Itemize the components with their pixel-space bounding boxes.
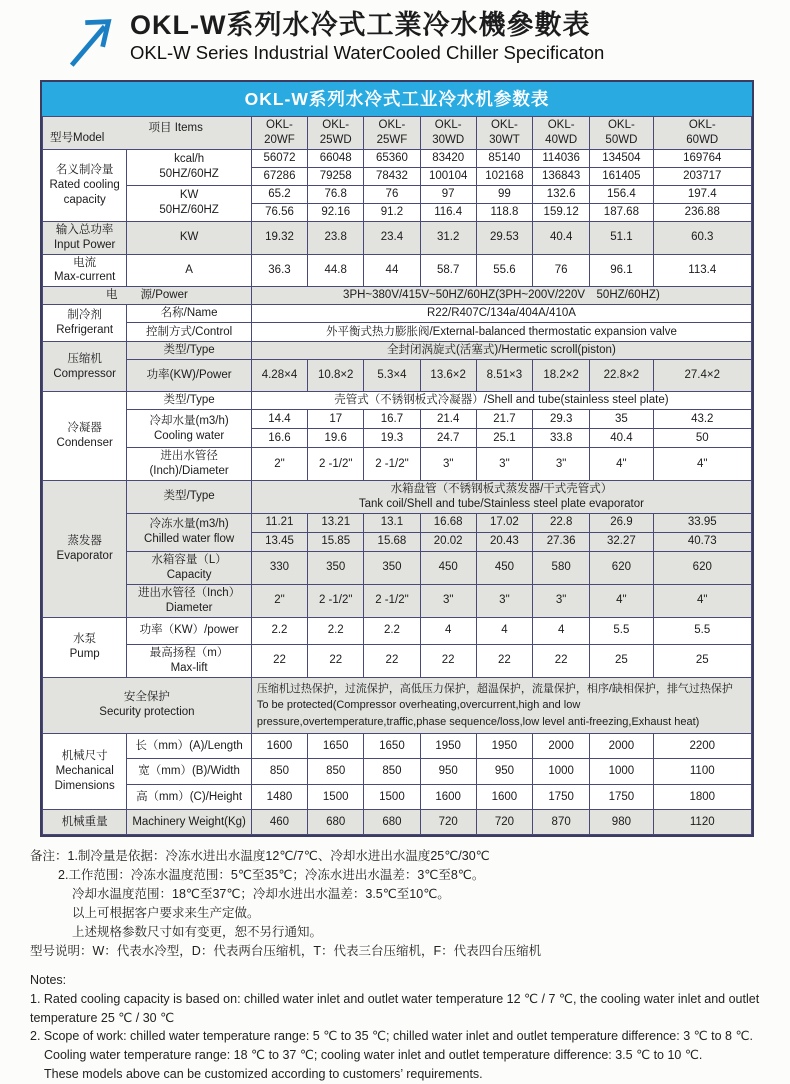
cell-value: 4" [653,584,751,617]
cell-value: 720 [476,810,532,835]
cell-value: 1000 [533,759,590,785]
note-line: 2.工作范围：冷冻水温度范围：5℃至35℃；冷冻水进出水温差：3℃至8℃。 [58,868,485,882]
cell-value: 壳管式（不锈钢板式冷凝器）/Shell and tube(stainless steel plate) [251,392,751,410]
cell-value: 1650 [308,734,364,759]
cell-value: 11.21 [251,513,307,532]
note-line: Cooling water temperature range: 18 ℃ to 37 ℃; cooling water inlet and outlet temperature difference: 3.5 ℃ to 10 ℃. [44,1048,703,1062]
table-row [43,785,752,810]
cell-value: 4" [590,448,653,481]
row-label: 名称/Name [127,305,252,323]
cell-value: 51.1 [590,221,653,254]
cell-value: 20.02 [420,532,476,551]
table-row [43,513,752,532]
notes-en [30,971,770,1084]
cell-value: 13.1 [364,513,420,532]
note-line: 备注：1.制冷量是依据：冷冻水进出水温度12℃/7℃、冷却水进出水温度25℃/30℃ [30,849,490,863]
cell-value: 1600 [251,734,307,759]
cell-value: R22/R407C/134a/404A/410A [251,305,751,323]
cell-value: 1500 [308,785,364,810]
cell-value: 29.3 [533,410,590,429]
cell-value: 161405 [590,167,653,185]
cell-value: 13.21 [308,513,364,532]
cell-value: 2" [251,448,307,481]
row-label: 类型/Type [127,392,252,410]
model-header: OKL- 20WF [251,117,307,150]
cell-value: 134504 [590,149,653,167]
row-label: 冷却水量(m3/h) Cooling water [127,410,252,448]
spec-table-body [43,117,752,835]
cell-value: 21.7 [476,410,532,429]
cell-value: 76.8 [308,185,364,203]
cell-value: 136843 [533,167,590,185]
cell-value: 3" [420,584,476,617]
cell-value: 100104 [420,167,476,185]
model-header: OKL- 25WD [308,117,364,150]
cell-value: 113.4 [653,254,751,287]
cell-value: 1600 [420,785,476,810]
cell-value: 197.4 [653,185,751,203]
cell-value: 58.7 [420,254,476,287]
cell-value: 18.2×2 [533,360,590,392]
cell-value: 460 [251,810,307,835]
cell-value: 4 [476,617,532,644]
cell-value: 78432 [364,167,420,185]
cell-value: 169764 [653,149,751,167]
cell-value: 3" [533,448,590,481]
cell-value: 65360 [364,149,420,167]
cell-value: 132.6 [533,185,590,203]
cell-value: 24.7 [420,429,476,448]
cell-value: 76 [364,185,420,203]
row-label: KW 50HZ/60HZ [127,185,252,221]
cell-value: 5.5 [653,617,751,644]
corner-items-label: 项目 Items [148,122,203,134]
cell-value: 83420 [420,149,476,167]
cell-value: 32.27 [590,532,653,551]
table-row [43,410,752,429]
table-row [43,734,752,759]
note-line: 型号说明：W：代表水冷型，D：代表两台压缩机，T：代表三台压缩机，F：代表四台压缩机 [30,944,542,958]
cell-value: 850 [364,759,420,785]
cell-value: 102168 [476,167,532,185]
table-row [43,149,752,167]
cell-value: 1950 [476,734,532,759]
cell-value: 2" [251,584,307,617]
row-label: 名义制冷量 Rated cooling capacity [43,149,127,221]
cell-value: 16.6 [251,429,307,448]
cell-value: 22 [420,644,476,677]
cell-value: 55.6 [476,254,532,287]
note-line: Notes: [30,973,67,987]
cell-value: 870 [533,810,590,835]
row-label: 功率(KW)/Power [127,360,252,392]
row-label: 机械重量 [43,810,127,835]
row-label: 安全保护 Security protection [43,677,252,734]
cell-value: 31.2 [420,221,476,254]
cell-value: 22 [533,644,590,677]
row-label: 机械尺寸 Mechanical Dimensions [43,734,127,810]
cell-value: 2.2 [251,617,307,644]
cell-value: 2 -1/2" [364,584,420,617]
cell-value: 350 [364,551,420,584]
row-label: 长（mm）(A)/Length [127,734,252,759]
cell-value: 76 [533,254,590,287]
row-label: Machinery Weight(Kg) [127,810,252,835]
row-label: kcal/h 50HZ/60HZ [127,149,252,185]
note-line: 2. Scope of work: chilled water temperature range: 5 ℃ to 35 ℃; chilled water inlet and outlet temperature difference: 3 ℃ to 8 ℃. [30,1029,753,1044]
cell-value: 4.28×4 [251,360,307,392]
table-row [43,287,752,305]
row-label: 压缩机 Compressor [43,342,127,392]
cell-value: 114036 [533,149,590,167]
cell-value: 1120 [653,810,751,835]
cell-value: 3" [476,584,532,617]
cell-value: 850 [308,759,364,785]
table-row [43,392,752,410]
cell-value: 450 [476,551,532,584]
cell-value: 43.2 [653,410,751,429]
cell-value: 全封闭涡旋式(活塞式)/Hermetic scroll(piston) [251,342,751,360]
row-label: 类型/Type [127,342,252,360]
cell-value: 203717 [653,167,751,185]
cell-value: 40.4 [590,429,653,448]
cell-value: 33.8 [533,429,590,448]
table-row [43,254,752,287]
cell-value: 44 [364,254,420,287]
cell-value: 26.9 [590,513,653,532]
model-header: OKL- 30WT [476,117,532,150]
cell-value: 159.12 [533,203,590,221]
cell-value: 1650 [364,734,420,759]
cell-value: 17 [308,410,364,429]
cell-value: 79258 [308,167,364,185]
cell-value: 25 [590,644,653,677]
table-row [43,323,752,342]
corner-cell [43,117,252,150]
cell-value: 1000 [590,759,653,785]
cell-value: 15.85 [308,532,364,551]
row-label: 输入总功率 Input Power [43,221,127,254]
cell-value: 76.56 [251,203,307,221]
cell-value: 27.4×2 [653,360,751,392]
row-label: 进出水管径 (Inch)/Diameter [127,448,252,481]
cell-value: 23.8 [308,221,364,254]
cell-value: 118.8 [476,203,532,221]
note-line: 1. Rated cooling capacity is based on: chilled water inlet and outlet water temperature 12 ℃ / 7 ℃, the cooling water inlet and outlet temperature 25 ℃ / 30 ℃ [30,991,760,1025]
model-header: OKL- 25WF [364,117,420,150]
cell-value: 16.68 [420,513,476,532]
cell-value: 22 [308,644,364,677]
cell-value: 1800 [653,785,751,810]
page-titles [130,10,604,64]
cell-value: 35 [590,410,653,429]
table-row [43,481,752,514]
table-row [43,759,752,785]
cell-value: 22 [251,644,307,677]
cell-value: 680 [308,810,364,835]
cell-value: 350 [308,551,364,584]
row-label: 进出水管径（Inch） Diameter [127,584,252,617]
model-header: OKL- 60WD [653,117,751,150]
table-row [43,448,752,481]
row-label: 电 源/Power [43,287,252,305]
model-header: OKL- 30WD [420,117,476,150]
cell-value: 680 [364,810,420,835]
table-row [43,584,752,617]
row-label: 蒸发器 Evaporator [43,481,127,618]
cell-value: 850 [251,759,307,785]
cell-value: 4" [653,448,751,481]
spec-table-wrapper [40,80,754,837]
cell-value: 22 [476,644,532,677]
cell-value: 4" [590,584,653,617]
table-row [43,305,752,323]
cell-value: 3PH~380V/415V~50HZ/60HZ(3PH~200V/220V 50HZ/60HZ) [251,287,751,305]
table-row [43,617,752,644]
row-label: A [127,254,252,287]
cell-value: 13.45 [251,532,307,551]
table-row [43,221,752,254]
row-label: 水泵 Pump [43,617,127,677]
cell-value: 21.4 [420,410,476,429]
cell-value: 99 [476,185,532,203]
cell-value: 65.2 [251,185,307,203]
cell-value: 450 [420,551,476,584]
cell-value: 25.1 [476,429,532,448]
page-header [64,10,790,70]
row-label: 冷凝器 Condenser [43,392,127,481]
cell-value: 4 [420,617,476,644]
cell-value: 19.32 [251,221,307,254]
cell-value: 23.4 [364,221,420,254]
notes-zh [30,847,770,961]
cell-value: 1100 [653,759,751,785]
cell-value: 1750 [590,785,653,810]
note-line: 冷却水温度范围：18℃至37℃；冷却水进出水温差：3.5℃至10℃。 [72,887,450,901]
cell-value: 96.1 [590,254,653,287]
cell-value: 27.36 [533,532,590,551]
cell-value: 1480 [251,785,307,810]
arrow-up-right-icon [64,12,122,70]
cell-value: 2.2 [364,617,420,644]
table-row [43,360,752,392]
cell-value: 2.2 [308,617,364,644]
cell-value: 236.88 [653,203,751,221]
cell-value: 720 [420,810,476,835]
row-label: 宽（mm）(B)/Width [127,759,252,785]
cell-value: 1950 [420,734,476,759]
cell-value: 66048 [308,149,364,167]
row-label: 功率（KW）/power [127,617,252,644]
cell-value: 950 [476,759,532,785]
table-row [43,551,752,584]
cell-value: 16.7 [364,410,420,429]
cell-value: 330 [251,551,307,584]
row-label: 控制方式/Control [127,323,252,342]
table-row [43,644,752,677]
cell-value: 29.53 [476,221,532,254]
cell-value: 外平衡式热力膨胀阀/External-balanced thermostatic expansion valve [251,323,751,342]
spec-table [42,116,752,835]
row-label: 电流 Max-current [43,254,127,287]
note-line: 上述规格参数尺寸如有变更，恕不另行通知。 [72,925,323,939]
page-title-en: OKL-W Series Industrial WaterCooled Chiller Specificaton [130,42,605,64]
table-row [43,677,752,734]
cell-value: 5.5 [590,617,653,644]
cell-value: 620 [653,551,751,584]
cell-value: 13.6×2 [420,360,476,392]
cell-value: 水箱盘管（不锈钢板式蒸发器/干式壳管式） Tank coil/Shell and tube/Stainless steel plate evaporator [251,481,751,514]
cell-value: 4 [533,617,590,644]
note-line: These models above can be customized according to customers’ requirements. [44,1066,483,1081]
cell-value: 580 [533,551,590,584]
row-label: 水箱容量（L） Capacity [127,551,252,584]
cell-value: 60.3 [653,221,751,254]
cell-value: 50 [653,429,751,448]
table-caption: OKL-W系列水冷式工业冷水机参数表 [42,82,752,116]
cell-value: 2200 [653,734,751,759]
cell-value: 22 [364,644,420,677]
cell-value: 22.8×2 [590,360,653,392]
cell-value: 56072 [251,149,307,167]
cell-value: 8.51×3 [476,360,532,392]
cell-value: 2000 [533,734,590,759]
cell-value: 3" [420,448,476,481]
note-line: 以上可根据客户要求来生产定做。 [72,906,260,920]
cell-value: 1750 [533,785,590,810]
cell-value: 14.4 [251,410,307,429]
cell-value: 156.4 [590,185,653,203]
cell-value: 5.3×4 [364,360,420,392]
cell-value: 187.68 [590,203,653,221]
cell-value: 620 [590,551,653,584]
cell-value: 2000 [590,734,653,759]
cell-value: 2 -1/2" [364,448,420,481]
cell-value: 15.68 [364,532,420,551]
cell-value: 3" [533,584,590,617]
cell-value: 19.6 [308,429,364,448]
row-label: 高（mm）(C)/Height [127,785,252,810]
cell-value: 950 [420,759,476,785]
cell-value: 压缩机过热保护，过流保护，高低压力保护，超温保护，流量保护，相序/缺相保护，排气过热保护 To be protected(Compressor overheating,overcurrent,high and low pressure,overtemperature,traffic,phase sequence/loss,low level anti-freezing,Exhaust heat) [251,677,751,734]
corner-model-label: 型号Model [50,131,105,144]
cell-value: 33.95 [653,513,751,532]
row-label: KW [127,221,252,254]
row-label: 制冷剂 Refrigerant [43,305,127,342]
cell-value: 116.4 [420,203,476,221]
cell-value: 10.8×2 [308,360,364,392]
table-row [43,185,752,203]
row-label: 最高扬程（m） Max-lift [127,644,252,677]
table-row [43,810,752,835]
cell-value: 44.8 [308,254,364,287]
cell-value: 19.3 [364,429,420,448]
model-header-row [43,117,752,150]
cell-value: 22.8 [533,513,590,532]
cell-value: 40.4 [533,221,590,254]
cell-value: 1600 [476,785,532,810]
cell-value: 17.02 [476,513,532,532]
table-row [43,342,752,360]
cell-value: 97 [420,185,476,203]
cell-value: 1500 [364,785,420,810]
cell-value: 2 -1/2" [308,584,364,617]
row-label: 类型/Type [127,481,252,514]
page-title-zh: OKL-W系列水冷式工業冷水機參數表 [130,10,591,40]
cell-value: 20.43 [476,532,532,551]
cell-value: 25 [653,644,751,677]
cell-value: 2 -1/2" [308,448,364,481]
cell-value: 92.16 [308,203,364,221]
model-header: OKL- 40WD [533,117,590,150]
cell-value: 91.2 [364,203,420,221]
cell-value: 67286 [251,167,307,185]
cell-value: 36.3 [251,254,307,287]
cell-value: 980 [590,810,653,835]
model-header: OKL- 50WD [590,117,653,150]
cell-value: 3" [476,448,532,481]
row-label: 冷冻水量(m3/h) Chilled water flow [127,513,252,551]
cell-value: 40.73 [653,532,751,551]
cell-value: 85140 [476,149,532,167]
